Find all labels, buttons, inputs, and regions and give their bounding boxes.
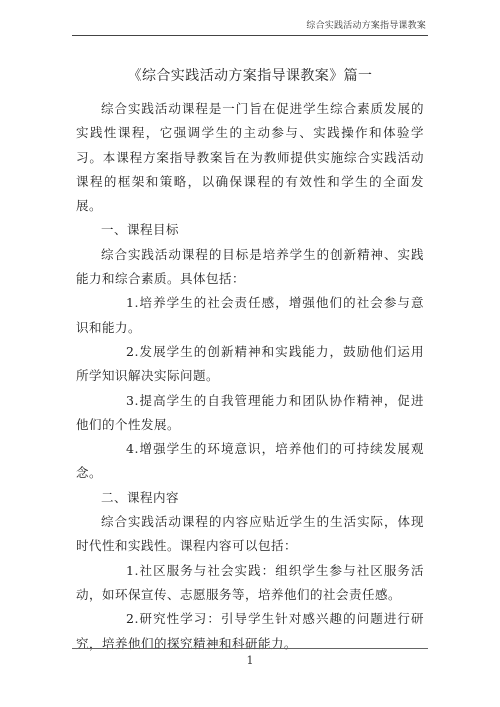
- list-item: 1.社区服务与社会实践：组织学生参与社区服务活动，如环保宣传、志愿服务等，培养他们的社会责任感。: [76, 562, 424, 602]
- section-heading-content: 二、课程内容: [101, 489, 180, 505]
- document-title: 《综合实践活动方案指导课教案》篇一: [127, 68, 373, 84]
- list-item: 2.研究性学习：引导学生针对感兴趣的问题进行研究，培养他们的探究精神和科研能力。: [76, 611, 424, 651]
- footer-divider: [72, 648, 428, 649]
- list-item: 1.培养学生的社会责任感，增强他们的社会参与意识和能力。: [76, 295, 424, 335]
- section-text-content: 综合实践活动课程的内容应贴近学生的生活实际，体现时代性和实践性。课程内容可以包括：: [76, 514, 424, 554]
- list-item: 4.增强学生的环境意识，培养他们的可持续发展观念。: [76, 441, 424, 481]
- list-item: 2.发展学生的创新精神和实践能力，鼓励他们运用所学知识解决实际问题。: [76, 343, 424, 384]
- page-header: [0, 0, 500, 38]
- header-divider: [72, 35, 428, 36]
- header-title: 综合实践活动方案指导课教案: [306, 21, 426, 31]
- section-text-goals: 综合实践活动课程的目标是培养学生的创新精神、实践能力和综合素质。具体包括：: [76, 246, 424, 287]
- intro-paragraph: 综合实践活动课程是一门旨在促进学生综合素质发展的实践性课程，它强调学生的主动参与、实践操作和体验学习。本课程方案指导教案旨在为教师提供实施综合实践活动课程的框架和策略，以确保课程的有效性和学生的全面发展。: [76, 101, 424, 214]
- document-body: [76, 58, 424, 656]
- section-heading-goals: 一、课程目标: [101, 222, 180, 238]
- page-number: 1: [246, 654, 254, 667]
- list-item: 3.提高学生的自我管理能力和团队协作精神，促进他们的个性发展。: [76, 392, 424, 432]
